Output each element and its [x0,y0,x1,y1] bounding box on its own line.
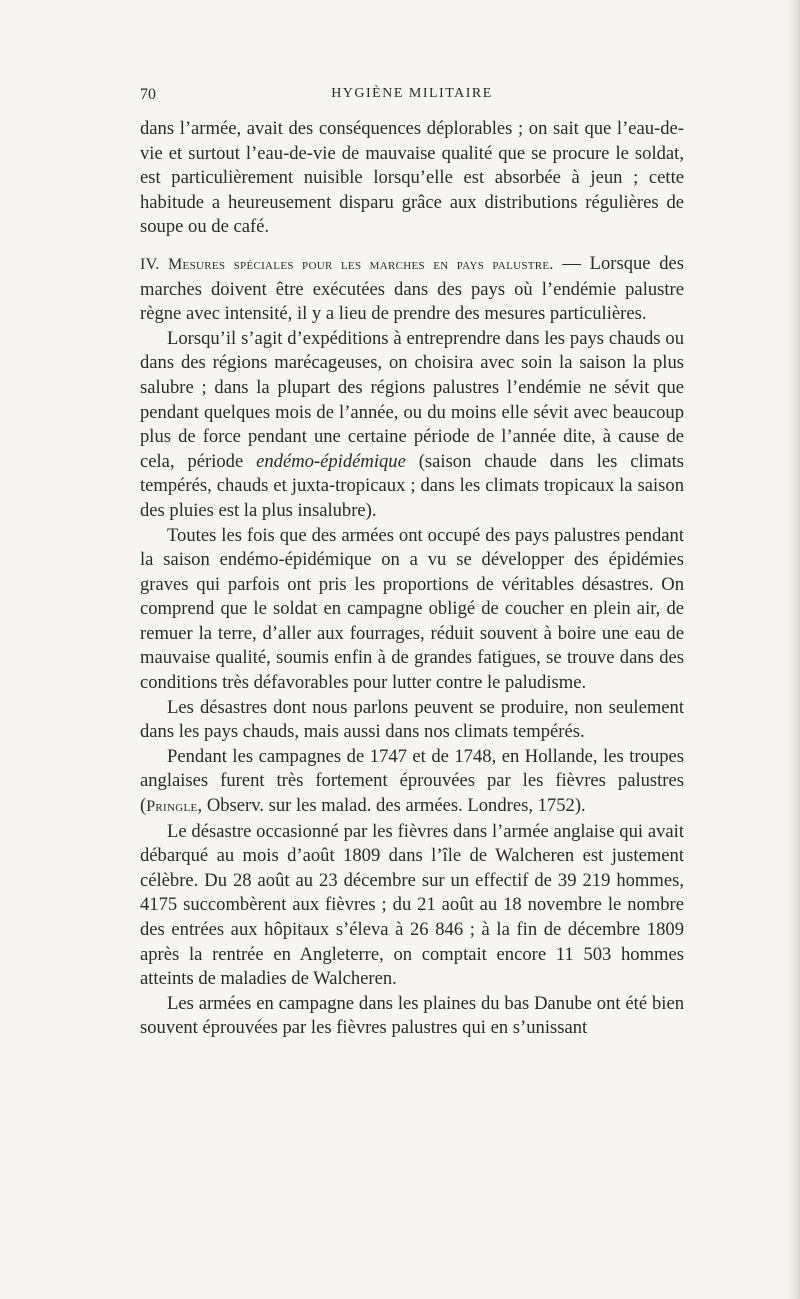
section-paragraph [140,252,684,327]
page-number: 70 [140,86,156,103]
paragraph [140,327,684,524]
paragraph: Les armées en campagne dans les plaines du bas Danube ont été bien souvent éprouvées par les fièvres palustres qui en s’unissant [140,992,684,1039]
section-text: — Lorsque des marches doivent être exécutées dans des pays où l’endémie palustre règne avec intensité, il y a lieu de prendre des mesures particulières. [140,252,684,325]
paragraph: Toutes les fois que des armées ont occupé des pays palustres pendant la saison endémo-épidémique on a vu se développer des épidémies graves qui parfois ont pris les proportions de véritables désastres. On comprend que le soldat en campagne obligé de coucher en plein air, de remuer la terre, d’aller aux fourrages, réduit souvent à boire une eau de mauvaise qualité, soumis enfin à de grandes fatigues, se trouve dans des conditions très défavorables pour lutter contre le paludisme. [140,524,684,694]
section-heading: IV. Mesures spéciales pour les marches en pays palustre. [140,255,554,273]
paragraph: Le désastre occasionné par les fièvres dans l’armée anglaise qui avait débarqué au mois d’août 1809 dans l’île de Walcheren est justement célèbre. Du 28 août au 23 décembre sur un effectif de 39 219 hommes, 4175 succombèrent aux fièvres ; du 21 août au 18 novembre le nombre des entrées aux hôpitaux s’éleva à 26 846 ; à la fin de décembre 1809 après la rentrée en Angleterre, on comptait encore 11 503 hommes atteints de maladies de Walcheren. [140,820,684,990]
author-name: Pringle [146,798,198,816]
paragraph: Les désastres dont nous parlons peuvent se produire, non seulement dans les pays chauds, mais aussi dans nos climats tempérés. [140,696,684,743]
citation: , Observ. sur les malad. des armées. Londres, 1752). [197,795,586,817]
italic-term: endémo-épidémique [256,450,406,472]
paragraph [140,745,684,820]
page-body [140,117,684,1041]
paragraph: dans l’armée, avait des conséquences déplorables ; on sait que l’eau-de-vie et surtout l’eau-de-vie de mauvaise qualité que se procure le soldat, est particulièrement nuisible lorsqu’elle est absorbée à jeun ; cette habitude a heureusement disparu grâce aux distributions régulières de soupe ou de café. [140,118,684,238]
paragraph-text: Pendant les campagnes de 1747 et de 1748, en Hollande, les troupes anglaises furent très fortement éprouvées par les fièvres palustres ( [140,745,684,817]
paragraph-text: Lorsqu’il s’agit d’expéditions à entreprendre dans les pays chauds ou dans des régions marécageuses, on choisira avec soin la saison la plus salubre ; dans la plupart des régions palustres l’endémie ne sévit que pendant quelques mois de l’année, ou du moins elle sévit avec beaucoup plus de force pendant une certaine période de l’année dite, à cause de cela, période [140,327,684,472]
paragraph-text: (saison chaude dans les climats tempérés, chauds et juxta-tropicaux ; dans les climats tropicaux la saison des pluies est la plus insalubre). [140,450,685,521]
running-title: HYGIÈNE MILITAIRE [331,86,493,101]
running-header [140,86,684,110]
page-edge-shadow [786,0,800,1299]
